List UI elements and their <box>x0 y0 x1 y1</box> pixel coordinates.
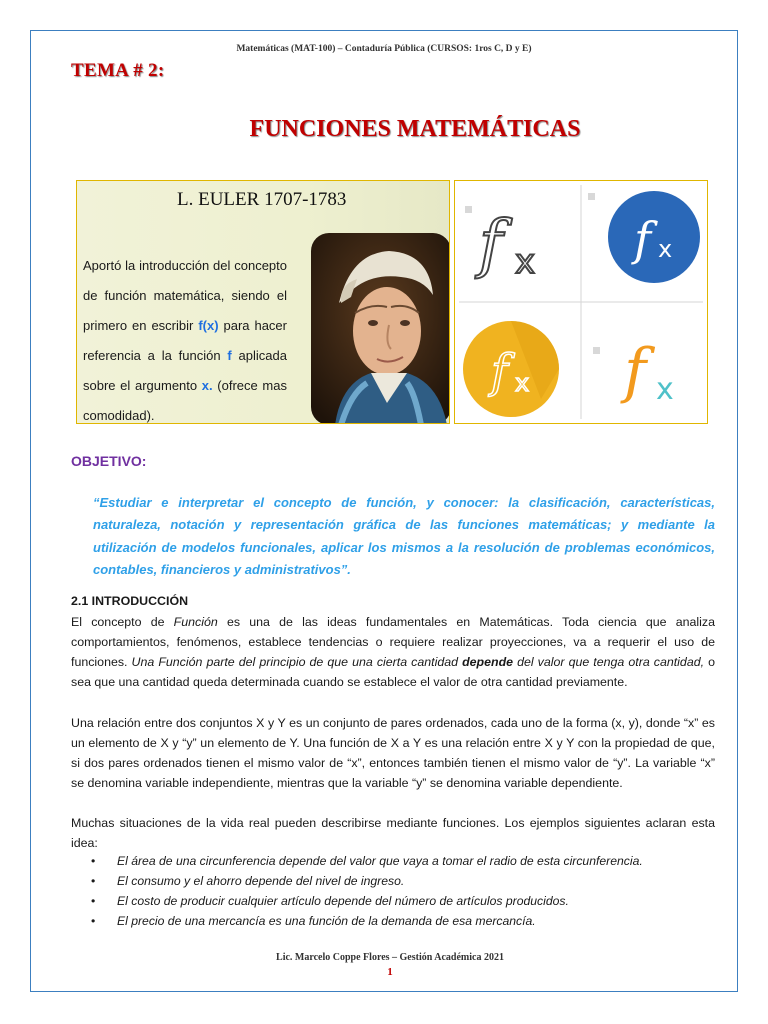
list-item <box>71 851 715 871</box>
objective-text: “Estudiar e interpretar el concepto de función, y conocer: la clasificación, características, naturaleza, notación y representación gráfica de las funciones matemáticas; y mediante la utilización de modelos funcionales, aplicar los mismos a la resolución de problemas económicos, contables, financieros y administrativos”. <box>93 495 715 578</box>
svg-text:x: x <box>515 242 536 282</box>
page-footer: Lic. Marcelo Coppe Flores – Gestión Académica 2021 <box>276 952 504 963</box>
example-text: El consumo y el ahorro depende del nivel de ingreso. <box>117 874 405 888</box>
fx-outline-icon <box>455 181 581 302</box>
list-item <box>71 871 715 891</box>
fx-colored-icon <box>582 303 708 424</box>
euler-text-4: (ofrece mas comodidad). <box>83 378 287 423</box>
euler-heading: L. EULER 1707-1783 <box>177 189 347 210</box>
fx-blue-circle-icon <box>582 181 708 302</box>
objective-label: OBJETIVO: <box>71 453 147 469</box>
p1-e: depende <box>462 655 514 669</box>
bullet: • <box>91 874 96 888</box>
topic-number: TEMA # 2: <box>71 60 165 81</box>
svg-text:f: f <box>479 207 503 281</box>
page-title: FUNCIONES MATEMÁTICAS <box>249 116 581 142</box>
example-text: El área de una circunferencia depende del valor que vaya a tomar el radio de esta circunferencia. <box>117 854 643 868</box>
euler-text-2: para hacer referencia a la función <box>83 318 287 363</box>
p1-a: El concepto de <box>71 615 174 629</box>
p1-c: es una de las ideas fundamentales en Matemáticas. Toda ciencia que analiza comportamientos, fenómenos, establece tendencias o requiere realizar proyecciones, va a requerir el uso de funciones. <box>71 615 715 669</box>
list-item <box>71 891 715 911</box>
fx-notation: f(x) <box>198 318 219 333</box>
p1-g: o sea que una cantidad queda determinada cuando se establece el valor de otra cantidad previamente. <box>71 655 716 689</box>
euler-description <box>83 251 287 424</box>
svg-text:f: f <box>634 212 652 266</box>
examples-list <box>71 851 715 931</box>
svg-text:f: f <box>491 344 509 398</box>
p1-d: Una Función parte del principio de que una cierta cantidad <box>131 655 463 669</box>
intro-paragraph-3: Muchas situaciones de la vida real pueden describirse mediante funciones. Los ejemplos siguientes aclaran esta idea: <box>71 816 715 850</box>
f-notation: f <box>227 348 232 363</box>
list-item <box>71 911 715 931</box>
intro-paragraph-2: Una relación entre dos conjuntos X y Y es un conjunto de pares ordenados, cada uno de la forma (x, y), donde “x” es un elemento de X y “y” un elemento de Y. Una función de X a Y es una relación entre X y Y con la propiedad de que, si dos pares ordenados tienen el mismo valor de “x”, entonces también tienen el mismo valor de “y”. La variable “x” se denomina variable independiente, mientras que la variable “y” se denomina variable dependiente. <box>71 716 715 790</box>
page-number: 1 <box>387 966 393 978</box>
bullet: • <box>91 894 96 908</box>
svg-text:f: f <box>624 336 647 406</box>
fx-yellow-circle-icon <box>455 303 581 424</box>
fx-icons-grid <box>454 180 708 424</box>
x-notation: x. <box>201 378 213 393</box>
svg-text:x: x <box>656 372 674 407</box>
bullet: • <box>91 854 96 868</box>
intro-paragraph-1 <box>71 612 715 692</box>
example-text: El costo de producir cualquier artículo depende del número de artículos producidos. <box>117 894 569 908</box>
p1-b: Función <box>173 615 218 629</box>
euler-portrait <box>311 233 450 424</box>
section-heading-intro: 2.1 INTRODUCCIÓN <box>71 594 189 608</box>
euler-panel <box>76 180 450 424</box>
svg-text:x: x <box>658 235 673 263</box>
example-text: El precio de una mercancía es una función de la demanda de esa mercancía. <box>117 914 536 928</box>
p1-f: del valor que tenga otra cantidad, <box>513 655 705 669</box>
bullet: • <box>91 914 96 928</box>
svg-text:x: x <box>515 369 530 397</box>
euler-text-1: Aportó la introducción del concepto de función matemática, siendo el primero en escribir <box>83 258 287 333</box>
euler-text-3: aplicada sobre el argumento <box>83 348 287 393</box>
page-header: Matemáticas (MAT-100) – Contaduría Pública (CURSOS: 1ros C, D y E) <box>236 44 532 54</box>
